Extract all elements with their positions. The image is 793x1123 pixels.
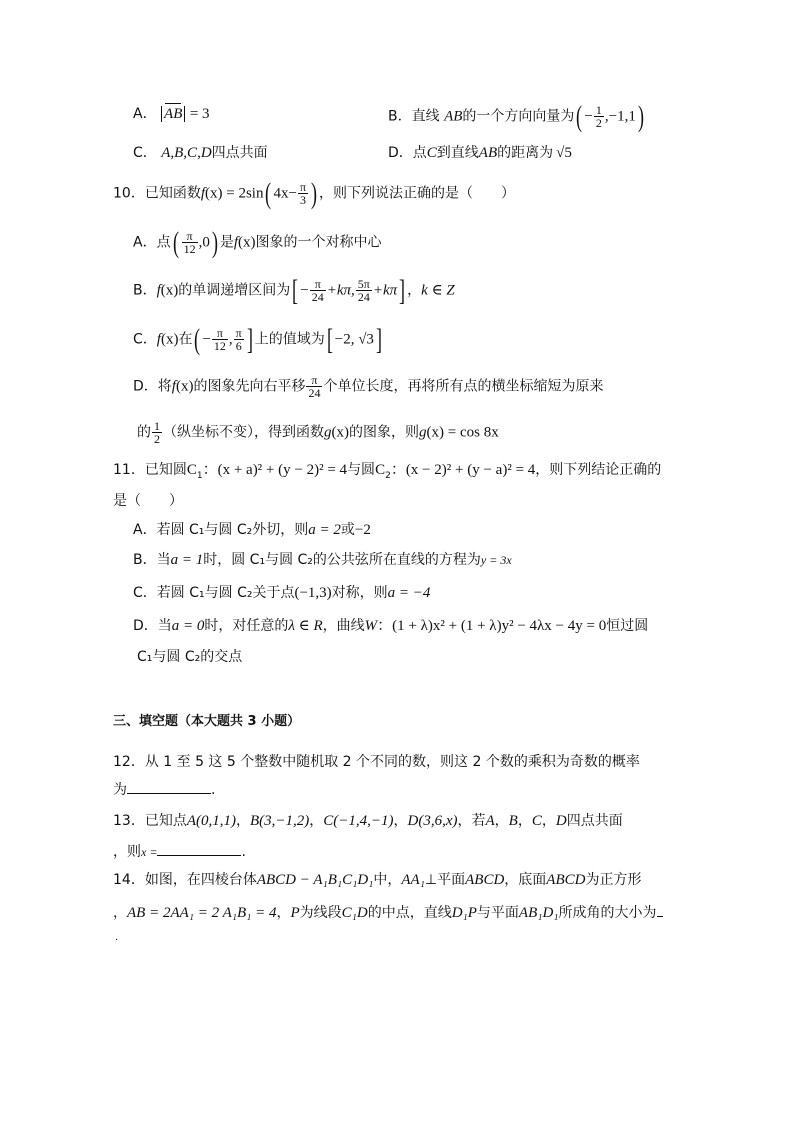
text: 与平面 bbox=[476, 905, 519, 921]
fraction bbox=[182, 230, 198, 255]
math-text: D₁P bbox=[451, 905, 477, 921]
math-text: (x) bbox=[175, 378, 194, 395]
math-text: a = 1 bbox=[170, 552, 204, 568]
text: ， bbox=[407, 282, 422, 299]
math-var: f bbox=[156, 282, 161, 299]
q9-option-b bbox=[388, 99, 646, 133]
frac-den: 24 bbox=[311, 290, 324, 304]
math-text: y = 3x bbox=[480, 553, 512, 567]
text: 的图象先向右平移 bbox=[193, 378, 306, 395]
math-text: +kπ, bbox=[326, 282, 355, 299]
bracket-right: ] bbox=[375, 322, 382, 356]
frac-num: π bbox=[310, 278, 326, 291]
frac-num: π bbox=[235, 326, 242, 340]
math-text: ABCD bbox=[465, 872, 505, 888]
text: . bbox=[115, 932, 119, 943]
math-var: g bbox=[324, 424, 332, 441]
text: 所成角的大小为 bbox=[558, 905, 657, 921]
math-text: (x) = 2sin bbox=[205, 185, 264, 202]
text: 为 bbox=[113, 782, 127, 798]
math-text: − bbox=[584, 108, 593, 125]
q10-stem bbox=[113, 176, 515, 210]
math-text: x = bbox=[141, 845, 158, 859]
text: 时，圆 C₁与圆 C₂的公共弦所在直线的方程为 bbox=[203, 552, 481, 568]
frac-den: 3 bbox=[299, 193, 306, 207]
math-var: f bbox=[233, 234, 238, 251]
math-var: W bbox=[364, 618, 378, 634]
math-text: −2, √3 bbox=[334, 331, 374, 348]
option-label: A． bbox=[133, 106, 157, 122]
frac-den: 2 bbox=[154, 432, 160, 446]
text: 四点共面 bbox=[211, 145, 268, 161]
q10-option-a bbox=[133, 225, 382, 259]
text: ， bbox=[393, 813, 408, 829]
paren-left: ( bbox=[194, 322, 201, 356]
text: ，则下列结论正确的 bbox=[535, 462, 662, 478]
text: 到直线 bbox=[436, 145, 479, 161]
text: 的中点，直线 bbox=[367, 905, 452, 921]
text: 的图象，则 bbox=[349, 424, 419, 441]
text: ⊥平面 bbox=[424, 872, 466, 888]
fraction bbox=[152, 420, 162, 445]
section-heading: 三、填空题（本大题共 3 小题） bbox=[113, 714, 301, 729]
q14-line3 bbox=[115, 928, 118, 948]
text: 图象的一个对称中心 bbox=[255, 234, 382, 251]
text: ， bbox=[541, 813, 556, 829]
fraction bbox=[306, 374, 322, 399]
text: 与圆 bbox=[347, 462, 376, 478]
math-text: B(3,−1,2) bbox=[249, 813, 310, 829]
frac-den: 24 bbox=[308, 386, 321, 400]
q11-stem-line2 bbox=[113, 491, 183, 511]
text: D．当 bbox=[133, 618, 172, 634]
fraction bbox=[234, 327, 244, 352]
answer-blank[interactable] bbox=[657, 902, 663, 917]
text: 中， bbox=[373, 872, 402, 888]
text: 个单位长度，再将所有点的横坐标缩短为原来 bbox=[323, 378, 604, 395]
q11-option-a bbox=[133, 520, 371, 540]
math-text: a = 2 bbox=[308, 522, 341, 538]
math-text: (x) bbox=[238, 234, 256, 251]
text: 的 bbox=[137, 424, 151, 441]
fraction bbox=[310, 278, 326, 303]
q9-option-c bbox=[133, 143, 268, 163]
math-text: (x) bbox=[331, 424, 349, 441]
paren-right: ) bbox=[311, 176, 317, 210]
text: 时，对任意的 bbox=[204, 618, 289, 634]
math-text: −2 bbox=[354, 522, 371, 538]
math-text: λ ∈ R bbox=[288, 618, 323, 634]
math-text: (x) = cos 8x bbox=[426, 424, 499, 441]
text: 是（ ） bbox=[113, 493, 183, 509]
math-text: AB = 2AA₁ = 2 A₁B₁ = 4 bbox=[127, 905, 277, 921]
frac-den: 12 bbox=[213, 339, 226, 353]
bracket-left: [ bbox=[326, 322, 333, 356]
text: 直线 bbox=[411, 108, 440, 125]
text: 的单调递增区间为 bbox=[178, 282, 291, 299]
q12-line2 bbox=[113, 779, 215, 800]
text: 上的值域为 bbox=[254, 331, 325, 348]
math-text: 4x− bbox=[273, 185, 297, 202]
text: 的一个方向向量为 bbox=[462, 108, 575, 125]
q10-option-b bbox=[133, 273, 455, 307]
math-text: , bbox=[228, 331, 233, 348]
math-var: C bbox=[531, 813, 542, 829]
math-var: f bbox=[171, 378, 176, 395]
math-var: C bbox=[186, 462, 197, 478]
text: 恒过圆 bbox=[606, 618, 649, 634]
text: ，则 bbox=[113, 844, 141, 860]
text: 是 bbox=[219, 234, 234, 251]
math-var: AB bbox=[478, 145, 498, 161]
text: 在 bbox=[178, 331, 193, 348]
math-var: P bbox=[290, 905, 300, 921]
text: 四点共面 bbox=[566, 813, 623, 829]
math-var: g bbox=[419, 424, 427, 441]
math-text: (x) bbox=[160, 282, 179, 299]
math-text: D(3,6,x) bbox=[407, 813, 458, 829]
math-text: a = −4 bbox=[387, 585, 431, 601]
text: C₁与圆 C₂的交点 bbox=[137, 649, 243, 665]
math-var: f bbox=[200, 185, 205, 202]
bracket-left: [ bbox=[292, 273, 299, 307]
text: 对称，则 bbox=[331, 585, 388, 601]
text: 12．从 1 至 5 这 5 个整数中随机取 2 个不同的数，则这 2 个数的乘积为奇数的概率 bbox=[113, 754, 640, 770]
math-text: AA₁ bbox=[401, 872, 425, 888]
frac-num: π bbox=[299, 180, 306, 194]
math-var: B bbox=[508, 813, 518, 829]
math-text: √5 bbox=[556, 145, 572, 161]
math-text: (x) bbox=[160, 331, 179, 348]
math-text: C₁D bbox=[341, 905, 368, 921]
text: ，曲线 bbox=[322, 618, 365, 634]
math-var: AB bbox=[444, 108, 463, 125]
text: （纵坐标不变），得到函数 bbox=[163, 424, 324, 441]
text: ， bbox=[494, 813, 509, 829]
frac-num: π bbox=[182, 230, 198, 243]
fraction bbox=[298, 181, 308, 206]
math-text: k ∈ Z bbox=[421, 282, 455, 299]
paren-right: ) bbox=[637, 99, 644, 133]
text: A．若圆 C₁与圆 C₂外切，则 bbox=[133, 522, 309, 538]
math-text: +kπ bbox=[372, 282, 398, 299]
math-text: (−1,3) bbox=[294, 585, 332, 601]
frac-den: 2 bbox=[595, 116, 602, 130]
text: ， bbox=[309, 813, 324, 829]
bracket-right: ] bbox=[246, 322, 253, 356]
q14-line1 bbox=[113, 870, 641, 890]
q10-option-d-line2 bbox=[137, 420, 499, 445]
text: B．当 bbox=[133, 552, 171, 568]
text: ，底面 bbox=[504, 872, 547, 888]
answer-blank[interactable] bbox=[127, 779, 211, 794]
text: 或 bbox=[340, 522, 355, 538]
option-label: D．将 bbox=[133, 378, 172, 395]
option-label: A．点 bbox=[133, 234, 171, 251]
math-var: A,B,C,D bbox=[161, 145, 212, 161]
fraction bbox=[212, 327, 228, 352]
frac-den: 24 bbox=[357, 290, 370, 304]
text: C．若圆 C₁与圆 C₂关于点 bbox=[133, 585, 295, 601]
math-var: D bbox=[555, 813, 567, 829]
paren-left: ( bbox=[576, 99, 583, 133]
section-title bbox=[113, 712, 300, 732]
frac-num: 1 bbox=[595, 103, 602, 117]
subscript: 2 bbox=[385, 470, 391, 481]
q11-option-d-line2 bbox=[137, 647, 242, 667]
frac-den: 12 bbox=[183, 242, 196, 256]
q11-option-d-line1 bbox=[133, 616, 648, 636]
text: 为正方形 bbox=[585, 872, 642, 888]
text: 11．已知圆 bbox=[113, 462, 187, 478]
paren-left: ( bbox=[172, 225, 179, 259]
frac-num: 5π bbox=[357, 277, 370, 291]
bracket-right: ] bbox=[399, 273, 406, 307]
math-var: C bbox=[426, 145, 437, 161]
text: 10．已知函数 bbox=[113, 185, 201, 202]
math-text: ：(x − 2)² + (y − a)² = 4 bbox=[390, 462, 536, 478]
q13-line2 bbox=[113, 841, 246, 862]
paren-right: ) bbox=[211, 225, 218, 259]
frac-num: 1 bbox=[154, 419, 160, 433]
q11-stem-line1 bbox=[113, 460, 661, 486]
math-text: ,0 bbox=[198, 234, 210, 251]
text: 的距离为 bbox=[497, 145, 554, 161]
frac-den: 6 bbox=[235, 339, 242, 353]
frac-num: π bbox=[306, 374, 322, 387]
fraction bbox=[594, 104, 604, 129]
text: ， bbox=[235, 813, 250, 829]
math-text: = 3 bbox=[189, 106, 210, 122]
paren-left: ( bbox=[265, 176, 272, 210]
text: ， bbox=[517, 813, 532, 829]
q9-option-d bbox=[388, 143, 572, 163]
text: ，若 bbox=[457, 813, 486, 829]
subscript: 1 bbox=[196, 470, 203, 481]
math-text: ABCD bbox=[546, 872, 586, 888]
option-label: C． bbox=[133, 331, 157, 348]
math-text: AB₁D₁ bbox=[518, 905, 559, 921]
q14-line2 bbox=[113, 902, 663, 923]
option-label: B． bbox=[388, 108, 412, 125]
text: ，则下列说法正确的是（ ） bbox=[319, 185, 515, 202]
math-text: ,−1,1 bbox=[604, 108, 636, 125]
fraction bbox=[356, 278, 372, 303]
text: 为线段 bbox=[299, 905, 342, 921]
q10-option-c bbox=[133, 322, 384, 356]
option-label: D． bbox=[388, 145, 413, 161]
text: 点 bbox=[412, 145, 427, 161]
text: . bbox=[211, 782, 216, 798]
math-var: f bbox=[156, 331, 161, 348]
frac-num: π bbox=[212, 327, 228, 340]
option-label: B． bbox=[133, 282, 157, 299]
q10-option-d-line1 bbox=[133, 374, 603, 399]
math-text: a = 0 bbox=[171, 618, 205, 634]
text: ， bbox=[113, 905, 127, 921]
math-text: ABCD − A₁B₁C₁D₁ bbox=[256, 872, 374, 888]
math-var: A bbox=[485, 813, 495, 829]
math-var: C bbox=[375, 462, 386, 478]
text: . bbox=[241, 844, 246, 860]
q12-line1 bbox=[113, 752, 640, 772]
text: ， bbox=[276, 905, 291, 921]
math-text: A(0,1,1) bbox=[186, 813, 236, 829]
q11-option-b bbox=[133, 550, 512, 570]
option-label: C． bbox=[133, 145, 157, 161]
vector-ab-magnitude: AB bbox=[161, 106, 185, 122]
math-text: − bbox=[300, 282, 309, 299]
q11-option-c bbox=[133, 583, 430, 603]
q9-option-a bbox=[133, 104, 210, 124]
answer-blank[interactable] bbox=[157, 841, 241, 856]
math-text: C(−1,4,−1) bbox=[323, 813, 394, 829]
q13-line1 bbox=[113, 811, 623, 831]
text: 14．如图，在四棱台体 bbox=[113, 872, 257, 888]
math-text: − bbox=[202, 331, 211, 348]
text: 13．已知点 bbox=[113, 813, 187, 829]
math-text: ：(x + a)² + (y − 2)² = 4 bbox=[202, 462, 348, 478]
math-text: ：(1 + λ)x² + (1 + λ)y² − 4λx − 4y = 0 bbox=[377, 618, 607, 634]
